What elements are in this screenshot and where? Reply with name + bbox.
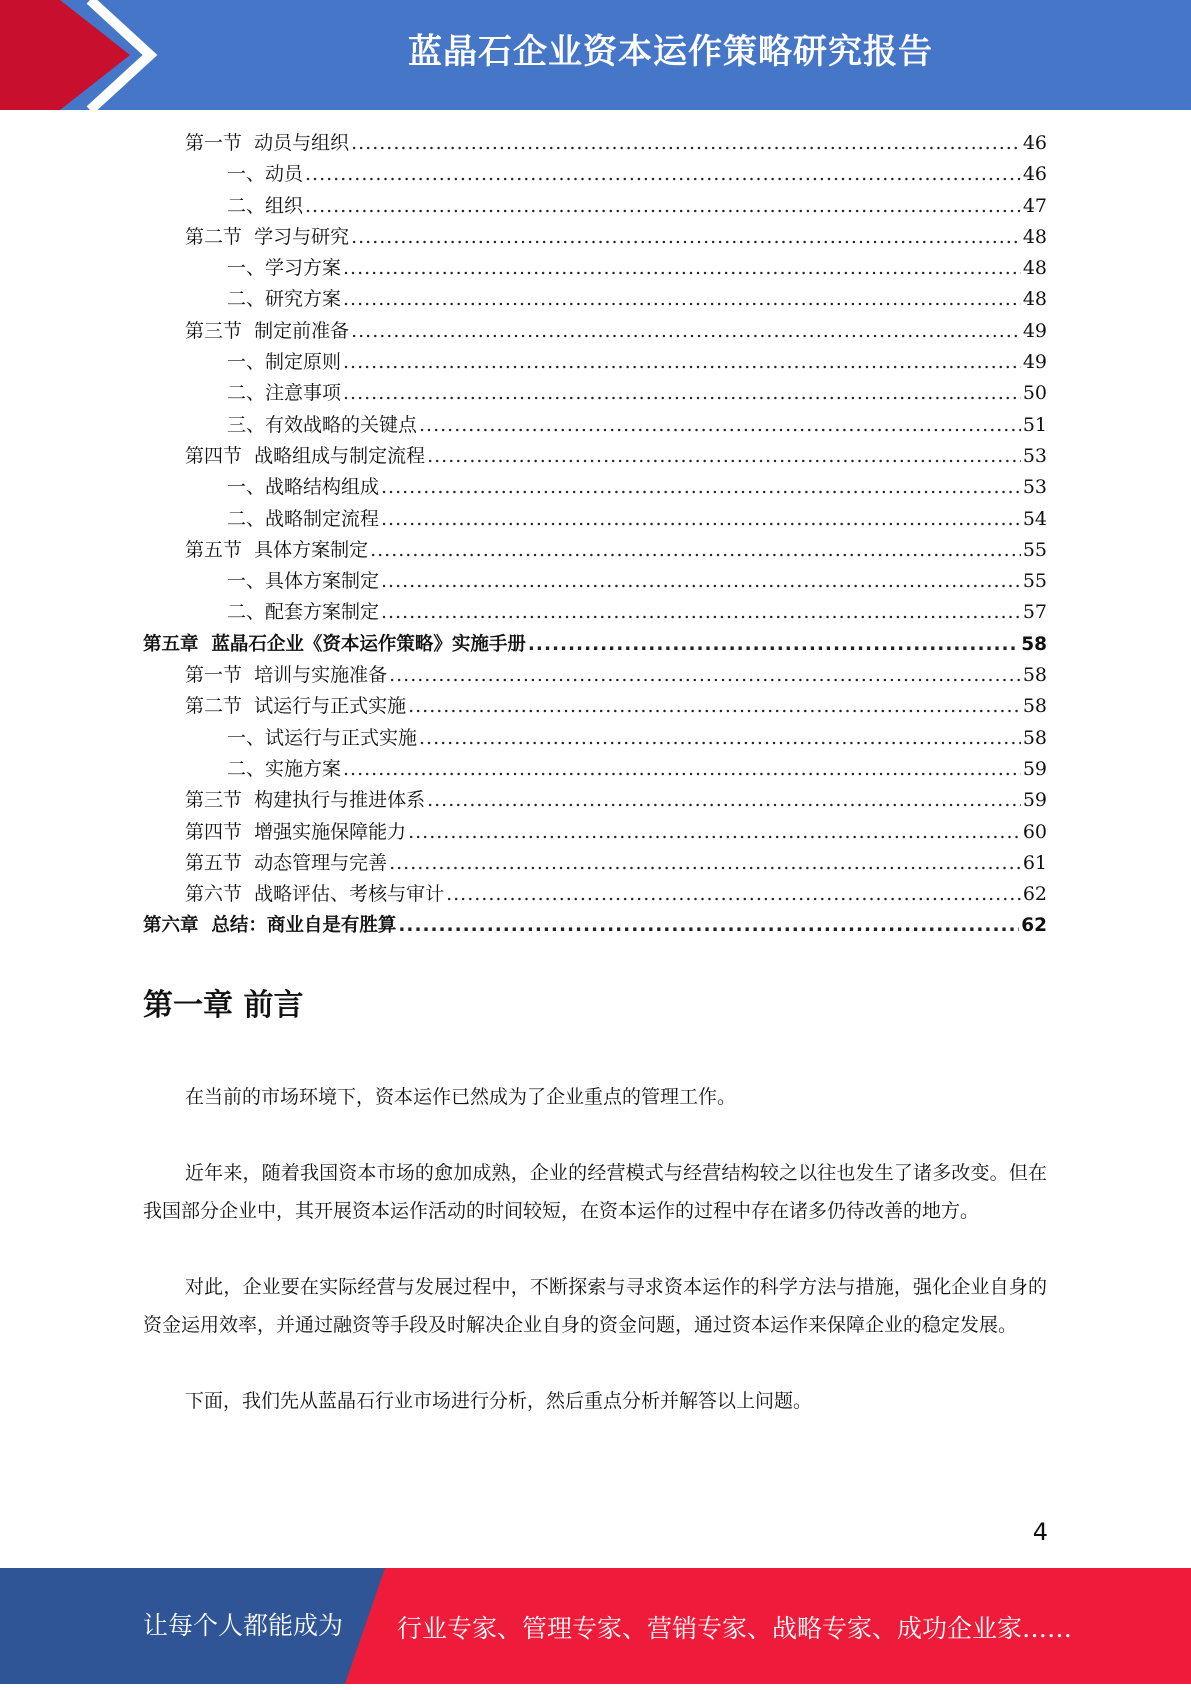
toc-entry-title: 第三节 构建执行与推进体系 — [185, 789, 426, 812]
toc-entry-page: 46 — [1022, 163, 1047, 186]
toc-entry-title: 第五节 具体方案制定 — [185, 538, 369, 561]
toc-dot-leader — [419, 410, 1021, 441]
toc-entry[interactable] — [143, 629, 1047, 660]
toc-entry[interactable] — [143, 535, 1047, 566]
toc-entry-page: 49 — [1022, 319, 1047, 342]
toc-entry-title: 第六章 总结：商业自是有胜算 — [143, 915, 397, 937]
toc-entry-page: 61 — [1022, 851, 1047, 874]
toc-entry[interactable] — [143, 910, 1047, 941]
toc-dot-leader — [370, 535, 1021, 566]
toc-entry[interactable] — [143, 785, 1047, 816]
toc-dot-leader — [381, 566, 1021, 597]
toc-entry-page: 47 — [1022, 194, 1047, 217]
toc-dot-leader — [427, 441, 1021, 472]
page-number: 4 — [1032, 1518, 1048, 1546]
toc-entry[interactable] — [143, 253, 1047, 284]
body-text — [143, 1078, 1047, 1458]
paragraph: 对此，企业要在实际经营与发展过程中，不断探索与寻求资本运作的科学方法与措施，强化企业自身的资金运用效率，并通过融资等手段及时解决企业自身的资金问题，通过资本运作来保障企业的稳定发展。 — [143, 1276, 1047, 1336]
toc-entry[interactable] — [143, 504, 1047, 535]
table-of-contents — [143, 128, 1047, 942]
toc-entry-title: 二、战略制定流程 — [227, 507, 380, 530]
toc-entry-page: 51 — [1022, 413, 1047, 436]
toc-dot-leader — [343, 284, 1021, 315]
toc-dot-leader — [528, 629, 1019, 660]
toc-entry[interactable] — [143, 723, 1047, 754]
toc-entry-page: 62 — [1022, 883, 1047, 906]
toc-entry[interactable] — [143, 128, 1047, 159]
footer-slogan-left: 让每个人都能成为 — [143, 1611, 344, 1640]
toc-entry-title: 一、战略结构组成 — [227, 476, 380, 499]
toc-entry-page: 53 — [1022, 444, 1047, 467]
paragraph: 在当前的市场环境下，资本运作已然成为了企业重点的管理工作。 — [185, 1086, 737, 1108]
toc-entry-page: 55 — [1022, 570, 1047, 593]
toc-entry[interactable] — [143, 754, 1047, 785]
toc-entry-title: 二、研究方案 — [227, 288, 342, 311]
toc-entry-title: 第三节 制定前准备 — [185, 319, 350, 342]
toc-entry-page: 48 — [1022, 257, 1047, 280]
toc-entry-title: 一、学习方案 — [227, 257, 342, 280]
toc-entry[interactable] — [143, 191, 1047, 222]
toc-dot-leader — [343, 347, 1021, 378]
toc-entry-page: 58 — [1022, 664, 1047, 687]
toc-entry[interactable] — [143, 347, 1047, 378]
toc-entry-title: 第四节 增强实施保障能力 — [185, 820, 407, 843]
toc-entry-page: 48 — [1022, 225, 1047, 248]
toc-dot-leader — [389, 660, 1021, 691]
toc-entry[interactable] — [143, 848, 1047, 879]
toc-dot-leader — [343, 378, 1021, 409]
toc-dot-leader — [408, 817, 1021, 848]
toc-entry[interactable] — [143, 159, 1047, 190]
toc-entry[interactable] — [143, 441, 1047, 472]
toc-dot-leader — [427, 785, 1021, 816]
toc-dot-leader — [381, 597, 1021, 628]
paragraph: 近年来，随着我国资本市场的愈加成熟，企业的经营模式与经营结构较之以往也发生了诸多改变。但在我国部分企业中，其开展资本运作活动的时间较短，在资本运作的过程中存在诸多仍待改善的地方。 — [143, 1162, 1047, 1222]
toc-entry-page: 50 — [1022, 382, 1047, 405]
toc-entry-title: 二、注意事项 — [227, 382, 342, 405]
toc-dot-leader — [351, 316, 1021, 347]
toc-entry-page: 58 — [1022, 695, 1047, 718]
toc-dot-leader — [305, 191, 1021, 222]
toc-entry-title: 二、配套方案制定 — [227, 601, 380, 624]
toc-entry-title: 第一节 培训与实施准备 — [185, 664, 388, 687]
toc-entry-title: 一、试运行与正式实施 — [227, 726, 418, 749]
toc-entry-title: 一、具体方案制定 — [227, 570, 380, 593]
toc-entry-page: 53 — [1022, 476, 1047, 499]
toc-entry[interactable] — [143, 410, 1047, 441]
toc-entry[interactable] — [143, 566, 1047, 597]
toc-entry-title: 二、组织 — [227, 194, 304, 217]
toc-dot-leader — [419, 723, 1021, 754]
toc-entry[interactable] — [143, 316, 1047, 347]
toc-entry-page: 49 — [1022, 351, 1047, 374]
toc-entry-title: 三、有效战略的关键点 — [227, 413, 418, 436]
toc-entry-page: 48 — [1022, 288, 1047, 311]
toc-entry-title: 第五章 蓝晶石企业《资本运作策略》实施手册 — [143, 633, 526, 655]
toc-entry-page: 55 — [1022, 538, 1047, 561]
toc-entry-title: 第一节 动员与组织 — [185, 132, 350, 154]
toc-dot-leader — [446, 879, 1021, 910]
toc-entry[interactable] — [143, 284, 1047, 315]
toc-entry-page: 58 — [1022, 726, 1047, 749]
toc-entry[interactable] — [143, 879, 1047, 910]
paragraph: 下面，我们先从蓝晶石行业市场进行分析，然后重点分析并解答以上问题。 — [185, 1390, 813, 1412]
toc-dot-leader — [351, 128, 1021, 159]
toc-dot-leader — [351, 222, 1021, 253]
toc-dot-leader — [408, 691, 1021, 722]
report-title: 蓝晶石企业资本运作策略研究报告 — [408, 32, 933, 72]
toc-dot-leader — [305, 159, 1021, 190]
toc-entry[interactable] — [143, 691, 1047, 722]
toc-entry[interactable] — [143, 817, 1047, 848]
toc-entry-page: 54 — [1022, 507, 1047, 530]
chapter-heading: 第一章 前言 — [143, 988, 304, 1023]
toc-entry-title: 第二节 学习与研究 — [185, 225, 350, 248]
toc-entry-title: 二、实施方案 — [227, 757, 342, 780]
toc-entry-title: 第五节 动态管理与完善 — [185, 851, 388, 874]
toc-dot-leader — [389, 848, 1021, 879]
toc-dot-leader — [381, 472, 1021, 503]
toc-entry[interactable] — [143, 597, 1047, 628]
toc-entry[interactable] — [143, 222, 1047, 253]
toc-entry-page: 57 — [1022, 601, 1047, 624]
toc-entry-page: 59 — [1022, 757, 1047, 780]
toc-entry[interactable] — [143, 472, 1047, 503]
toc-entry-page: 59 — [1022, 789, 1047, 812]
toc-dot-leader — [343, 253, 1021, 284]
toc-entry-page: 58 — [1021, 633, 1047, 655]
footer-slogan-right: 行业专家、管理专家、营销专家、战略专家、成功企业家…… — [397, 1614, 1073, 1643]
toc-entry-title: 第六节 战略评估、考核与审计 — [185, 883, 445, 906]
toc-entry-page: 62 — [1021, 915, 1047, 937]
toc-entry[interactable] — [143, 660, 1047, 691]
toc-entry[interactable] — [143, 378, 1047, 409]
toc-entry-title: 第四节 战略组成与制定流程 — [185, 444, 426, 467]
toc-dot-leader — [398, 910, 1019, 941]
toc-dot-leader — [381, 504, 1021, 535]
toc-entry-page: 46 — [1022, 132, 1047, 154]
toc-dot-leader — [343, 754, 1021, 785]
page-footer — [0, 1568, 1191, 1684]
toc-entry-title: 一、动员 — [227, 163, 304, 186]
toc-entry-title: 一、制定原则 — [227, 351, 342, 374]
toc-entry-page: 60 — [1022, 820, 1047, 843]
toc-entry-title: 第二节 试运行与正式实施 — [185, 695, 407, 718]
page-header — [0, 0, 1191, 110]
